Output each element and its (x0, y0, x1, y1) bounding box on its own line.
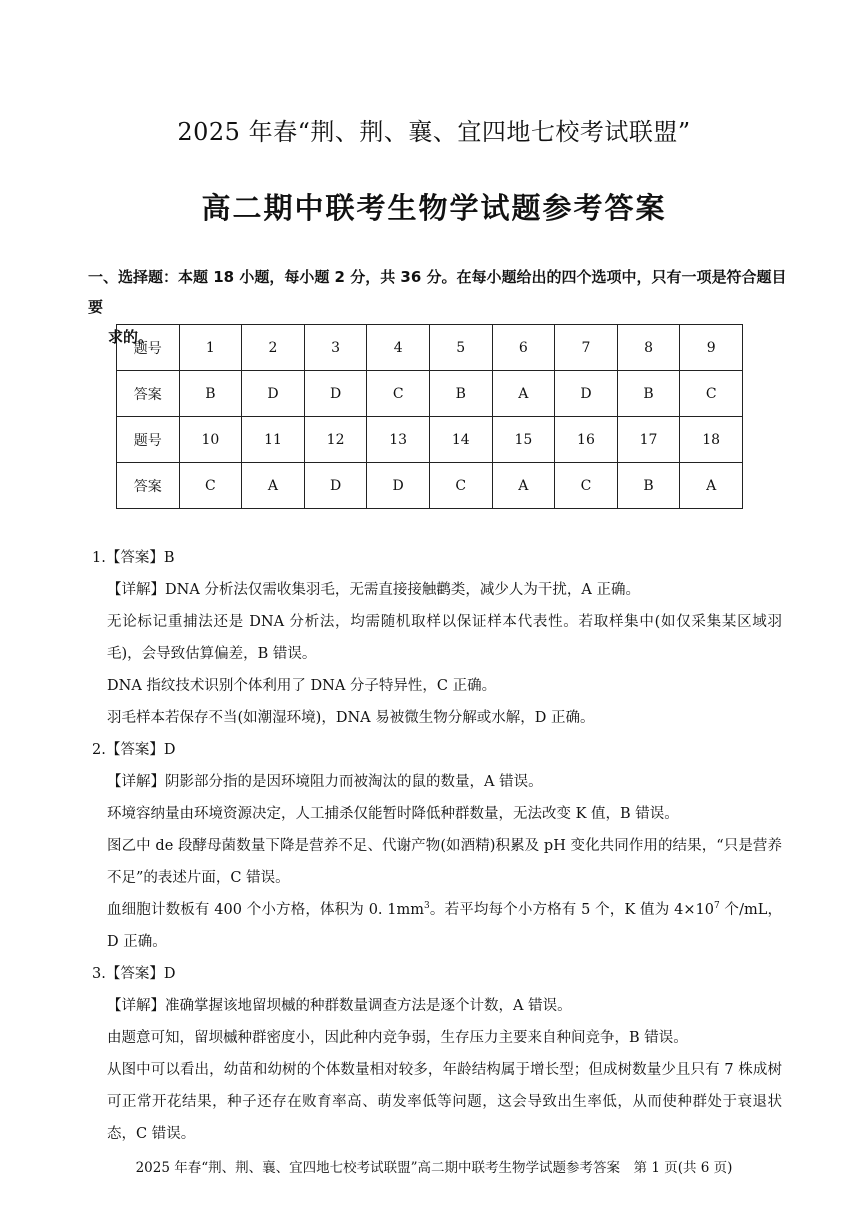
table-cell: D (304, 463, 367, 509)
table-cell: 题号 (117, 325, 180, 371)
explanation-paragraph: 由题意可知，留坝槭种群密度小，因此种内竞争弱，生存压力主要来自种间竞争，B 错误。 (107, 1030, 688, 1046)
text-segment: 个/mL，D 正确。 (107, 902, 782, 950)
table-cell: 12 (304, 417, 367, 463)
table-cell: 14 (429, 417, 492, 463)
explanation-paragraph: DNA 指纹技术识别个体利用了 DNA 分子特异性，C 正确。 (107, 678, 497, 694)
table-cell: C (680, 371, 743, 417)
question-answer: 2.【答案】D (92, 742, 176, 758)
answer-key-title: 高二期中联考生物学试题参考答案 (201, 191, 667, 225)
table-cell: 13 (367, 417, 430, 463)
table-cell: A (492, 463, 555, 509)
exam-union-title: 2025 年春“荆、荆、襄、宜四地七校考试联盟” (177, 118, 691, 146)
table-cell: D (242, 371, 305, 417)
table-cell: B (179, 371, 242, 417)
explanation-paragraph: 【详解】阴影部分指的是因环境阻力而被淘汰的鼠的数量，A 错误。 (107, 774, 543, 790)
table-row (117, 371, 743, 417)
explanation-paragraph: 环境容纳量由环境资源决定，人工捕杀仅能暂时降低种群数量，无法改变 K 值，B 错误。 (107, 806, 679, 822)
table-cell: 1 (179, 325, 242, 371)
table-cell: C (555, 463, 618, 509)
explanation-paragraph: 【详解】DNA 分析法仅需收集羽毛，无需直接接触鹳类，减少人为干扰，A 正确。 (107, 582, 640, 598)
table-cell: B (429, 371, 492, 417)
answer-table (116, 324, 743, 509)
question-answer: 1.【答案】B (92, 550, 175, 566)
table-cell: 10 (179, 417, 242, 463)
explanation-paragraph (92, 894, 782, 958)
table-cell: 答案 (117, 463, 180, 509)
table-cell: 7 (555, 325, 618, 371)
table-cell: D (555, 371, 618, 417)
explanation-paragraph: 从图中可以看出，幼苗和幼树的个体数量相对较多，年龄结构属于增长型；但成树数量少且只有 7 株成树可正常开花结果，种子还存在败育率高、萌发率低等问题，这会导致出生率低，从而使种群处于衰退状态，C 错误。 (107, 1062, 782, 1142)
explanation-paragraph: 羽毛样本若保存不当(如潮湿环境)，DNA 易被微生物分解或水解，D 正确。 (107, 710, 595, 726)
table-cell: C (179, 463, 242, 509)
table-cell: 15 (492, 417, 555, 463)
table-cell: B (617, 371, 680, 417)
superscript: 3 (424, 901, 430, 912)
table-cell: 9 (680, 325, 743, 371)
table-cell: 6 (492, 325, 555, 371)
page-footer: 2025 年春“荆、荆、襄、宜四地七校考试联盟”高二期中联考生物学试题参考答案 第 1 页(共 6 页) (135, 1160, 733, 1176)
table-cell: 18 (680, 417, 743, 463)
table-cell: A (242, 463, 305, 509)
section-heading-line2: 求的。 (108, 328, 154, 346)
table-cell: 16 (555, 417, 618, 463)
text-segment: 血细胞计数板有 400 个小方格，体积为 0. 1mm (107, 902, 425, 918)
table-cell: D (367, 463, 430, 509)
table-cell: 8 (617, 325, 680, 371)
table-cell: B (617, 463, 680, 509)
table-cell: C (367, 371, 430, 417)
table-cell: 题号 (117, 417, 180, 463)
table-cell: D (304, 371, 367, 417)
table-cell: 答案 (117, 371, 180, 417)
text-segment: 。若平均每个小方格有 5 个，K 值为 4×10 (429, 902, 714, 918)
explanations (92, 542, 782, 1150)
superscript: 7 (713, 901, 720, 912)
table-cell: 2 (242, 325, 305, 371)
table-row (117, 325, 743, 371)
table-cell: A (680, 463, 743, 509)
table-row (117, 417, 743, 463)
table-cell: 17 (617, 417, 680, 463)
explanation-paragraph: 无论标记重捕法还是 DNA 分析法，均需随机取样以保证样本代表性。若取样集中(如仅采集某区域羽毛)，会导致估算偏差，B 错误。 (107, 614, 782, 662)
table-cell: 4 (367, 325, 430, 371)
section-heading-line1: 一、选择题：本题 18 小题，每小题 2 分，共 36 分。在每小题给出的四个选项中，只有一项是符合题目要 (88, 268, 787, 316)
explanation-paragraph: 【详解】准确掌握该地留坝槭的种群数量调查方法是逐个计数，A 错误。 (107, 998, 572, 1014)
explanation-paragraph: 图乙中 de 段酵母菌数量下降是营养不足、代谢产物(如酒精)积累及 pH 变化共同作用的结果，“只是营养不足”的表述片面，C 错误。 (107, 838, 782, 886)
table-cell: C (429, 463, 492, 509)
table-cell: A (492, 371, 555, 417)
table-cell: 5 (429, 325, 492, 371)
question-answer: 3.【答案】D (92, 966, 176, 982)
table-cell: 11 (242, 417, 305, 463)
table-row (117, 463, 743, 509)
table-cell: 3 (304, 325, 367, 371)
